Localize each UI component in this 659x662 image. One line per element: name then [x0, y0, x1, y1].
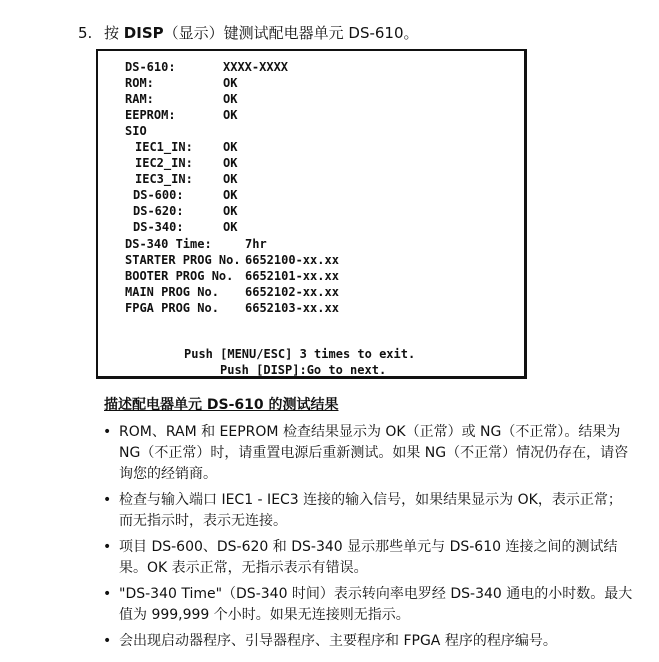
screen-value: OK — [223, 204, 238, 218]
screen-label: DS-610: — [125, 60, 176, 74]
screen-value: OK — [223, 92, 238, 106]
screen-label: DS-340: — [133, 220, 184, 234]
step-number: 5. — [78, 24, 93, 42]
step-suffix: （显示）键测试配电器单元 DS-610。 — [163, 24, 419, 42]
bullet-marker: • — [103, 492, 112, 508]
screen-value: XXXX-XXXX — [223, 60, 289, 74]
screen-exit-instruction: Push [MENU/ESC] 3 times to exit. — [184, 347, 416, 361]
screen-value: 6652103-xx.xx — [245, 301, 339, 315]
bullet-marker: • — [103, 586, 112, 602]
step-key: DISP — [123, 24, 164, 42]
screen-value: 6652100-xx.xx — [245, 253, 339, 267]
screen-value: 6652101-xx.xx — [245, 269, 339, 283]
screen-value: OK — [223, 76, 238, 90]
screen-value: OK — [223, 220, 238, 234]
screen-label: SIO — [125, 124, 147, 138]
list-item — [103, 584, 633, 626]
step-prefix: 按 — [104, 24, 124, 42]
screen-label: MAIN PROG No. — [125, 285, 219, 299]
screen-value: OK — [223, 108, 238, 122]
screen-label: BOOTER PROG No. — [125, 269, 234, 283]
bullet-list — [103, 422, 633, 657]
step-instruction — [78, 22, 419, 43]
list-item-text: 项目 DS-600、DS-620 和 DS-340 显示那些单元与 DS-610 连接之间的测试结果。OK 表示正常，无指示表示有错误。 — [119, 539, 618, 576]
list-item-text: ROM、RAM 和 EEPROM 检查结果显示为 OK（正常）或 NG（不正常）。结果为 NG（不正常）时，请重置电源后重新测试。如果 NG（不正常）情况仍存在，请咨询您的经销商。 — [119, 424, 629, 482]
screen-value: OK — [223, 188, 238, 202]
screen-label: DS-620: — [133, 204, 184, 218]
bullet-marker: • — [103, 424, 112, 440]
screen-label: DS-340 Time: — [125, 237, 212, 251]
list-item — [103, 490, 633, 532]
section-heading: 描述配电器单元 DS-610 的测试结果 — [104, 397, 339, 413]
screen-label: RAM: — [125, 92, 154, 106]
screen-label: STARTER PROG No. — [125, 253, 241, 267]
list-item-text: "DS-340 Time"（DS-340 时间）表示转向率电罗经 DS-340 通电的小时数。最大值为 999,999 个小时。如果无连接则无指示。 — [119, 586, 633, 623]
display-screen — [96, 49, 527, 379]
list-item — [103, 537, 633, 579]
screen-label: EEPROM: — [125, 108, 176, 122]
screen-label: IEC3_IN: — [135, 172, 193, 186]
screen-next-instruction: Push [DISP]:Go to next. — [220, 363, 387, 377]
list-item-text: 会出现启动器程序、引导器程序、主要程序和 FPGA 程序的程序编号。 — [119, 633, 557, 649]
bullet-marker: • — [103, 633, 112, 649]
screen-value: OK — [223, 156, 238, 170]
screen-label: IEC2_IN: — [135, 156, 193, 170]
screen-label: IEC1_IN: — [135, 140, 193, 154]
screen-label: FPGA PROG No. — [125, 301, 219, 315]
screen-value: 7hr — [245, 237, 267, 251]
screen-value: OK — [223, 140, 238, 154]
screen-value: 6652102-xx.xx — [245, 285, 339, 299]
screen-label: ROM: — [125, 76, 154, 90]
screen-label: DS-600: — [133, 188, 184, 202]
bullet-marker: • — [103, 539, 112, 555]
list-item — [103, 422, 633, 485]
list-item-text: 检查与输入端口 IEC1 - IEC3 连接的输入信号，如果结果显示为 OK，表示正常；而无指示时，表示无连接。 — [119, 492, 622, 529]
list-item — [103, 631, 633, 652]
screen-value: OK — [223, 172, 238, 186]
